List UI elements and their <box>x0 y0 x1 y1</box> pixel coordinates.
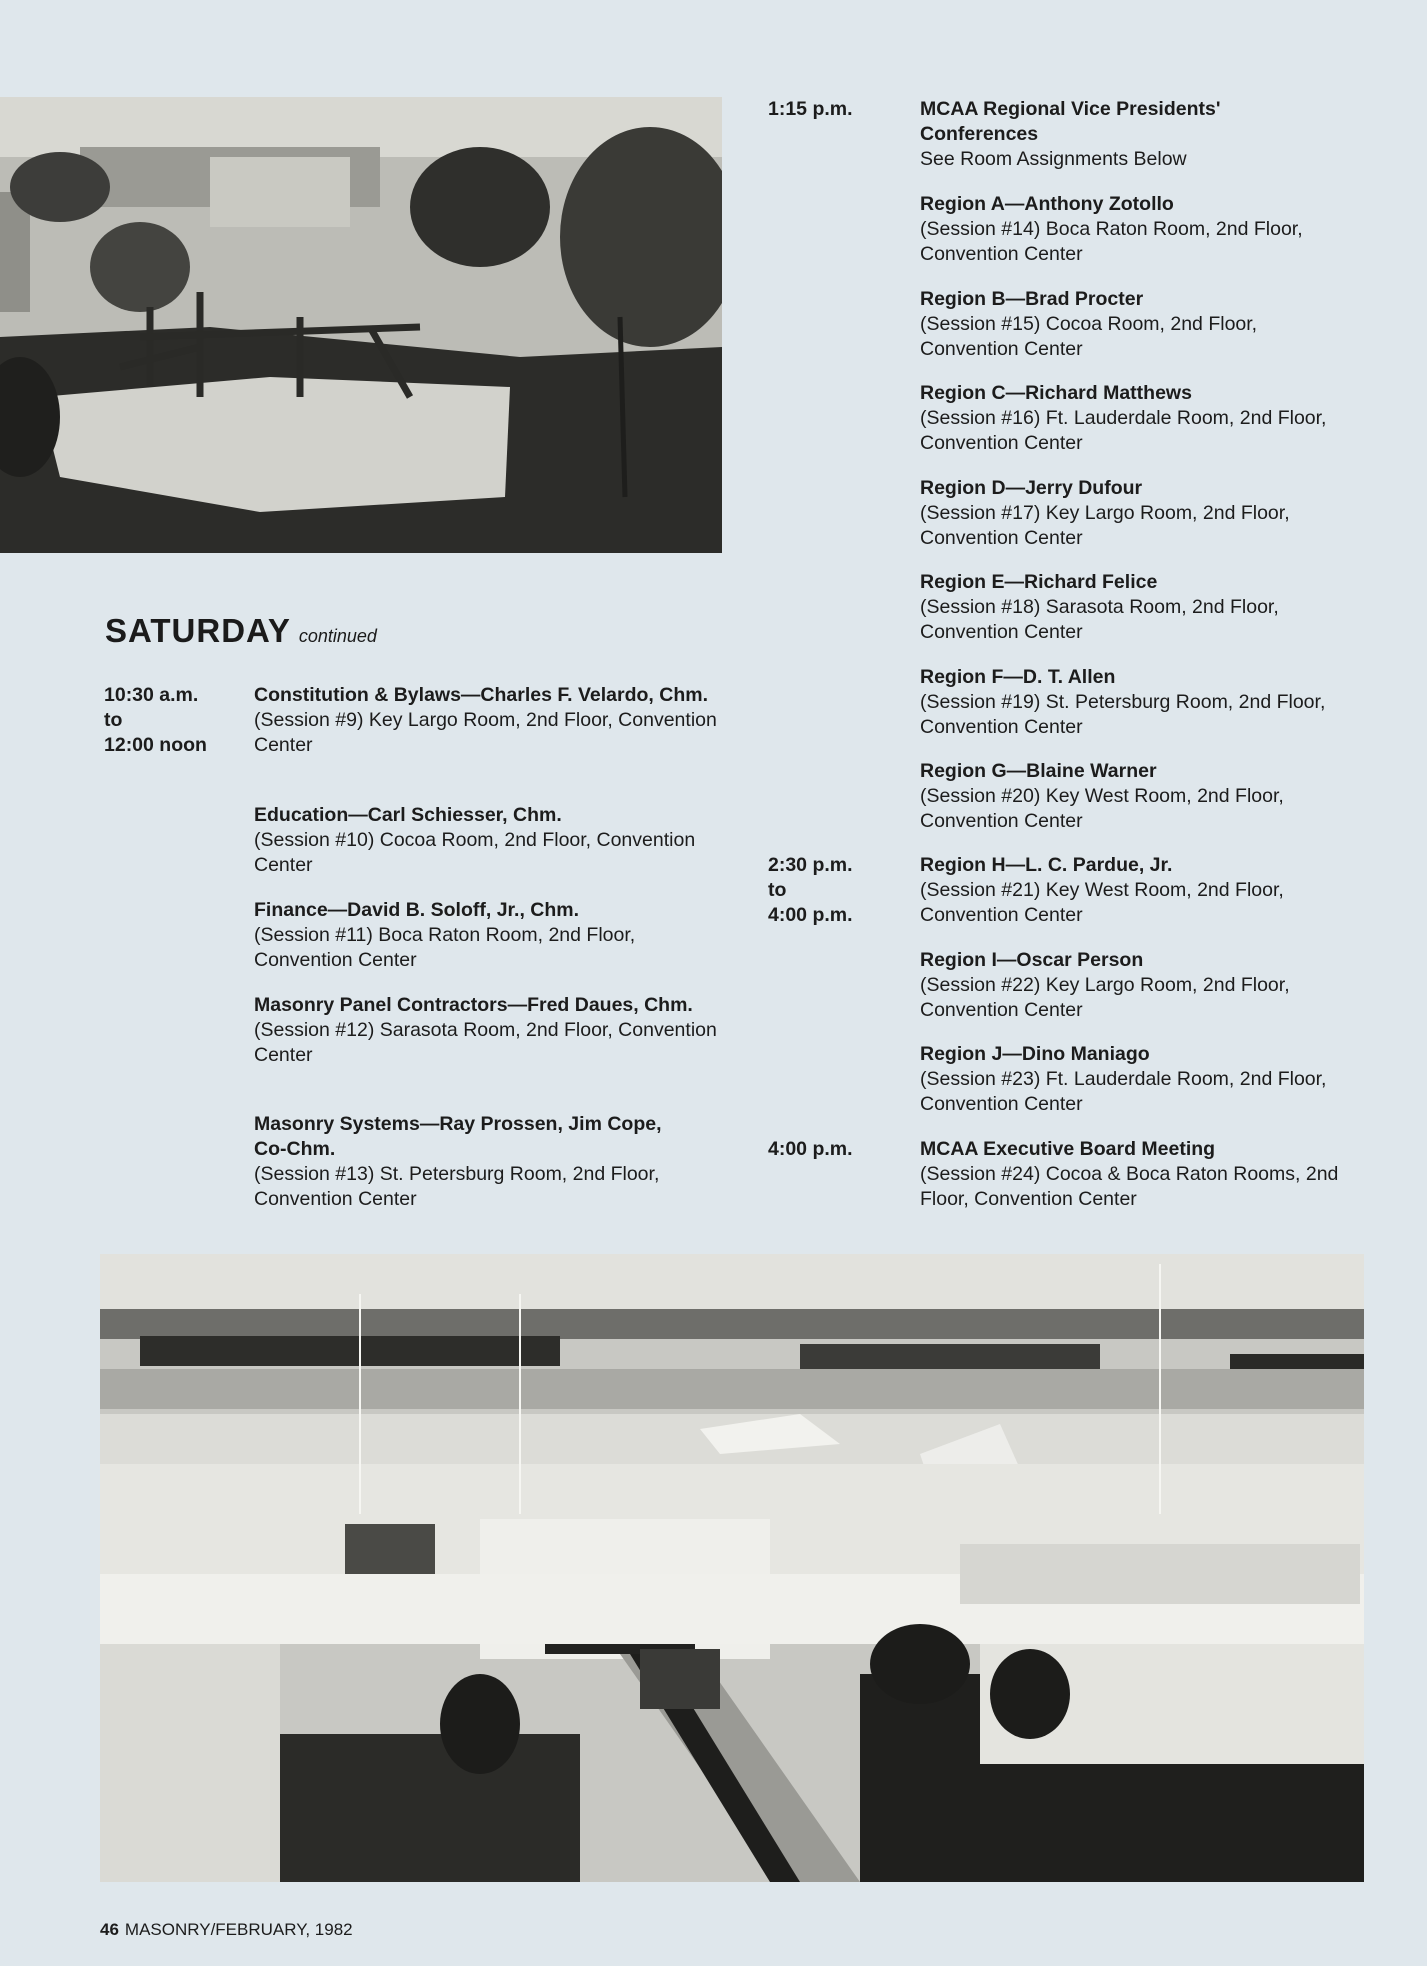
entry-head: Region C—Richard Matthews <box>920 382 1192 404</box>
entry-body: (Session #14) Boca Raton Room, 2nd Floor, Convention Center <box>920 218 1303 265</box>
entry-head: Region E—Richard Felice <box>920 571 1158 593</box>
section-title-text: SATURDAY <box>105 612 291 649</box>
list-item <box>920 1137 1340 1212</box>
entry-body: (Session #15) Cocoa Room, 2nd Floor, Convention Center <box>920 313 1258 360</box>
entry-head: Region B—Brad Procter <box>920 288 1144 310</box>
list-item <box>920 853 1370 928</box>
page-number: 46 <box>100 1920 119 1939</box>
entry-body: (Session #21) Key West Room, 2nd Floor, Convention Center <box>920 879 1284 926</box>
entry-head: MCAA Regional Vice Presidents' Conferences <box>920 98 1221 145</box>
time-to: to <box>104 709 123 731</box>
entry-body: (Session #20) Key West Room, 2nd Floor, Convention Center <box>920 785 1284 832</box>
list-item <box>254 898 694 973</box>
section-title <box>105 612 377 650</box>
time-range-left <box>104 683 207 758</box>
entry-body: (Session #17) Key Largo Room, 2nd Floor, Convention Center <box>920 502 1290 549</box>
entry-head: Education—Carl Schiesser, Chm. <box>254 804 562 826</box>
entry-body: See Room Assignments Below <box>920 148 1187 170</box>
entry-head: Region D—Jerry Dufour <box>920 477 1143 499</box>
list-item <box>920 287 1350 362</box>
entry-head: Region G—Blaine Warner <box>920 760 1157 782</box>
entry-head: Region A—Anthony Zotollo <box>920 193 1174 215</box>
entry-head: Region I—Oscar Person <box>920 949 1144 971</box>
entry-head: MCAA Executive Board Meeting <box>920 1138 1216 1160</box>
list-item <box>254 993 724 1068</box>
list-item <box>920 948 1370 1023</box>
resort-photo <box>0 97 722 553</box>
entry-body: (Session #9) Key Largo Room, 2nd Floor, Convention Center <box>254 709 717 756</box>
entry-head: Masonry Systems—Ray Prossen, Jim Cope, Co-Chm. <box>254 1113 662 1160</box>
list-item <box>920 570 1350 645</box>
entry-head: Region H—L. C. Pardue, Jr. <box>920 854 1173 876</box>
time-right-1: 1:15 p.m. <box>768 98 853 120</box>
list-item <box>920 381 1350 456</box>
list-item <box>920 665 1350 740</box>
time-start: 10:30 a.m. <box>104 684 199 706</box>
time-to: to <box>768 879 787 901</box>
entry-body: (Session #19) St. Petersburg Room, 2nd Floor, Convention Center <box>920 691 1326 738</box>
entry-body: (Session #12) Sarasota Room, 2nd Floor, Convention Center <box>254 1019 717 1066</box>
entry-body: (Session #16) Ft. Lauderdale Room, 2nd Floor, Convention Center <box>920 407 1327 454</box>
page-footer <box>100 1920 353 1940</box>
time-right-3: 4:00 p.m. <box>768 1138 853 1160</box>
entry-body: (Session #23) Ft. Lauderdale Room, 2nd Floor, Convention Center <box>920 1068 1327 1115</box>
entry-head: Region F—D. T. Allen <box>920 666 1116 688</box>
list-item <box>920 1042 1350 1117</box>
list-item <box>920 759 1370 834</box>
entry-body: (Session #13) St. Petersburg Room, 2nd Floor, Convention Center <box>254 1163 660 1210</box>
publication-line: MASONRY/FEBRUARY, 1982 <box>124 1920 353 1939</box>
entry-body: (Session #24) Cocoa & Boca Raton Rooms, 2nd Floor, Convention Center <box>920 1163 1339 1210</box>
entry-head: Region J—Dino Maniago <box>920 1043 1150 1065</box>
entry-body: (Session #10) Cocoa Room, 2nd Floor, Convention Center <box>254 829 696 876</box>
list-item <box>920 97 1340 172</box>
time-end: 4:00 p.m. <box>768 904 853 926</box>
entry-head: Constitution & Bylaws—Charles F. Velardo, Chm. <box>254 684 708 706</box>
time-start: 2:30 p.m. <box>768 854 853 876</box>
entry-body: (Session #18) Sarasota Room, 2nd Floor, Convention Center <box>920 596 1279 643</box>
entry-body: (Session #22) Key Largo Room, 2nd Floor, Convention Center <box>920 974 1290 1021</box>
list-item <box>920 192 1340 267</box>
entry-head: Finance—David B. Soloff, Jr., Chm. <box>254 899 580 921</box>
entry-body: (Session #11) Boca Raton Room, 2nd Floor, Convention Center <box>254 924 636 971</box>
airport-photo <box>100 1254 1364 1882</box>
section-subtitle: continued <box>298 626 377 646</box>
time-range-right <box>768 853 853 928</box>
list-item <box>254 1112 694 1212</box>
list-item <box>920 476 1370 551</box>
entry-head: Masonry Panel Contractors—Fred Daues, Chm. <box>254 994 693 1016</box>
list-item <box>254 683 724 758</box>
time-end: 12:00 noon <box>104 734 207 756</box>
list-item <box>254 803 724 878</box>
